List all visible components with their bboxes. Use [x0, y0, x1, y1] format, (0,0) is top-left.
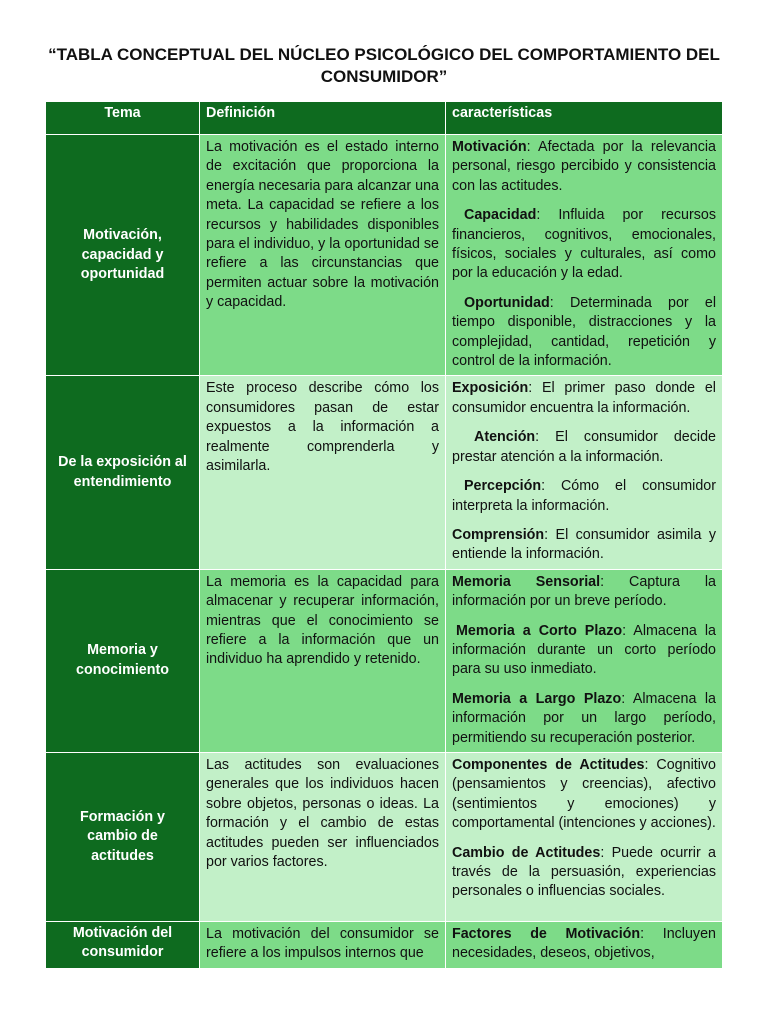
- characteristic-text: : Captura la información por un breve período.: [452, 573, 716, 610]
- characteristic-text: : El primer paso donde el consumidor encuentra la información.: [452, 380, 716, 416]
- row-definicion: Las actitudes son evaluaciones generales que los individuos hacen sobre objetos, personas o ideas. La formación y el cambio de estas actitudes pueden ser influenciados por varios factores.: [200, 752, 446, 921]
- characteristic-item: [452, 756, 716, 834]
- characteristic-text: : Incluyen necesidades, deseos, objetivos,: [452, 925, 716, 962]
- characteristic-term: Memoria a Corto Plazo: [456, 622, 623, 639]
- row-definicion: La motivación es el estado interno de excitación que proporciona la energía necesaria para alcanzar una meta. La capacidad se refiere a los recursos y habilidades disponibles para el individuo, y la oportunidad se refiere a las circunstancias que permiten actuar sobre la motivación y capacidad.: [200, 135, 446, 376]
- characteristic-item: [452, 690, 716, 748]
- row-definicion: La memoria es la capacidad para almacenar y recuperar información, mientras que el conocimiento se refiere a la información que un individuo ha aprendido y retenido.: [200, 569, 446, 752]
- characteristic-term: Cambio de Actitudes: [452, 844, 601, 861]
- characteristic-item: [452, 573, 716, 612]
- characteristic-item: [452, 622, 716, 680]
- row-tema: De la exposición al entendimiento: [46, 376, 200, 569]
- characteristic-term: Factores de Motivación: [452, 925, 641, 942]
- characteristic-term: Oportunidad: [464, 294, 550, 311]
- table-row: [46, 921, 723, 968]
- row-tema: Memoria y conocimiento: [46, 569, 200, 752]
- characteristic-item: [452, 844, 716, 902]
- characteristic-item: [452, 428, 716, 467]
- document-title: “TABLA CONCEPTUAL DEL NÚCLEO PSICOLÓGICO DEL COMPORTAMIENTO DEL CONSUMIDOR”: [48, 45, 720, 86]
- characteristic-item: [452, 294, 716, 372]
- table-row: [46, 376, 723, 569]
- row-caracteristicas: [446, 135, 723, 376]
- table-row: [46, 569, 723, 752]
- characteristic-text: : El consumidor decide prestar atención a la información.: [452, 429, 716, 465]
- characteristic-term: Memoria a Largo Plazo: [452, 690, 622, 707]
- characteristic-term: Exposición: [452, 380, 529, 397]
- row-tema: Motivación del consumidor: [46, 921, 200, 968]
- characteristic-item: [452, 477, 716, 516]
- row-tema: Formación y cambio de actitudes: [46, 752, 200, 921]
- table-row: [46, 135, 723, 376]
- characteristic-term: Componentes de Actitudes: [452, 756, 645, 773]
- characteristic-item: [452, 379, 716, 418]
- characteristic-text: : El consumidor asimila y entiende la información.: [452, 526, 716, 563]
- characteristic-item: [452, 925, 716, 964]
- characteristic-item: [452, 138, 716, 196]
- row-caracteristicas: [446, 376, 723, 569]
- characteristic-text: : Puede ocurrir a través de la persuasión, experiencias personales o influencias sociales.: [452, 844, 716, 900]
- row-tema: Motivación, capacidad y oportunidad: [46, 135, 200, 376]
- header-tema: Tema: [46, 102, 200, 135]
- characteristic-text: : Almacena la información por un largo período, permitiendo su recuperación posterior.: [452, 690, 716, 746]
- row-caracteristicas: [446, 921, 723, 968]
- characteristic-term: Atención: [474, 429, 536, 446]
- table-header-row: [46, 102, 723, 135]
- table-row: [46, 752, 723, 921]
- characteristic-term: Motivación: [452, 139, 527, 155]
- characteristic-item: [452, 526, 716, 565]
- concept-table: [45, 101, 722, 969]
- characteristic-text: : Cognitivo (pensamientos y creencias), afectivo (sentimientos y emociones) y comportamental (intenciones y acciones).: [452, 756, 716, 832]
- concept-table-wrapper: [45, 101, 722, 971]
- header-caracteristicas: características: [446, 102, 723, 135]
- characteristic-term: Comprensión: [452, 526, 545, 543]
- characteristic-text: : Cómo el consumidor interpreta la información.: [452, 478, 716, 514]
- characteristic-term: Memoria Sensorial: [452, 573, 601, 590]
- row-caracteristicas: [446, 752, 723, 921]
- row-definicion: Este proceso describe cómo los consumidores pasan de estar expuestos a la información a realmente comprenderla y asimilarla.: [200, 376, 446, 569]
- characteristic-text: : Influida por recursos financieros, cognitivos, emocionales, físicos, sociales y culturales, así como por la educación y la edad.: [452, 207, 716, 282]
- characteristic-text: : Determinada por el tiempo disponible, distracciones y la complejidad, cantidad, repetición y control de la información.: [452, 294, 716, 370]
- characteristic-item: [452, 206, 716, 284]
- characteristic-text: : Afectada por la relevancia personal, riesgo percibido y consistencia con las actitudes.: [452, 139, 716, 194]
- characteristic-term: Percepción: [464, 478, 542, 495]
- row-definicion: La motivación del consumidor se refiere a los impulsos internos que: [200, 921, 446, 968]
- characteristic-term: Capacidad: [464, 207, 537, 224]
- characteristic-text: : Almacena la información durante un corto período para su uso inmediato.: [452, 622, 716, 678]
- header-definicion: Definición: [200, 102, 446, 135]
- row-caracteristicas: [446, 569, 723, 752]
